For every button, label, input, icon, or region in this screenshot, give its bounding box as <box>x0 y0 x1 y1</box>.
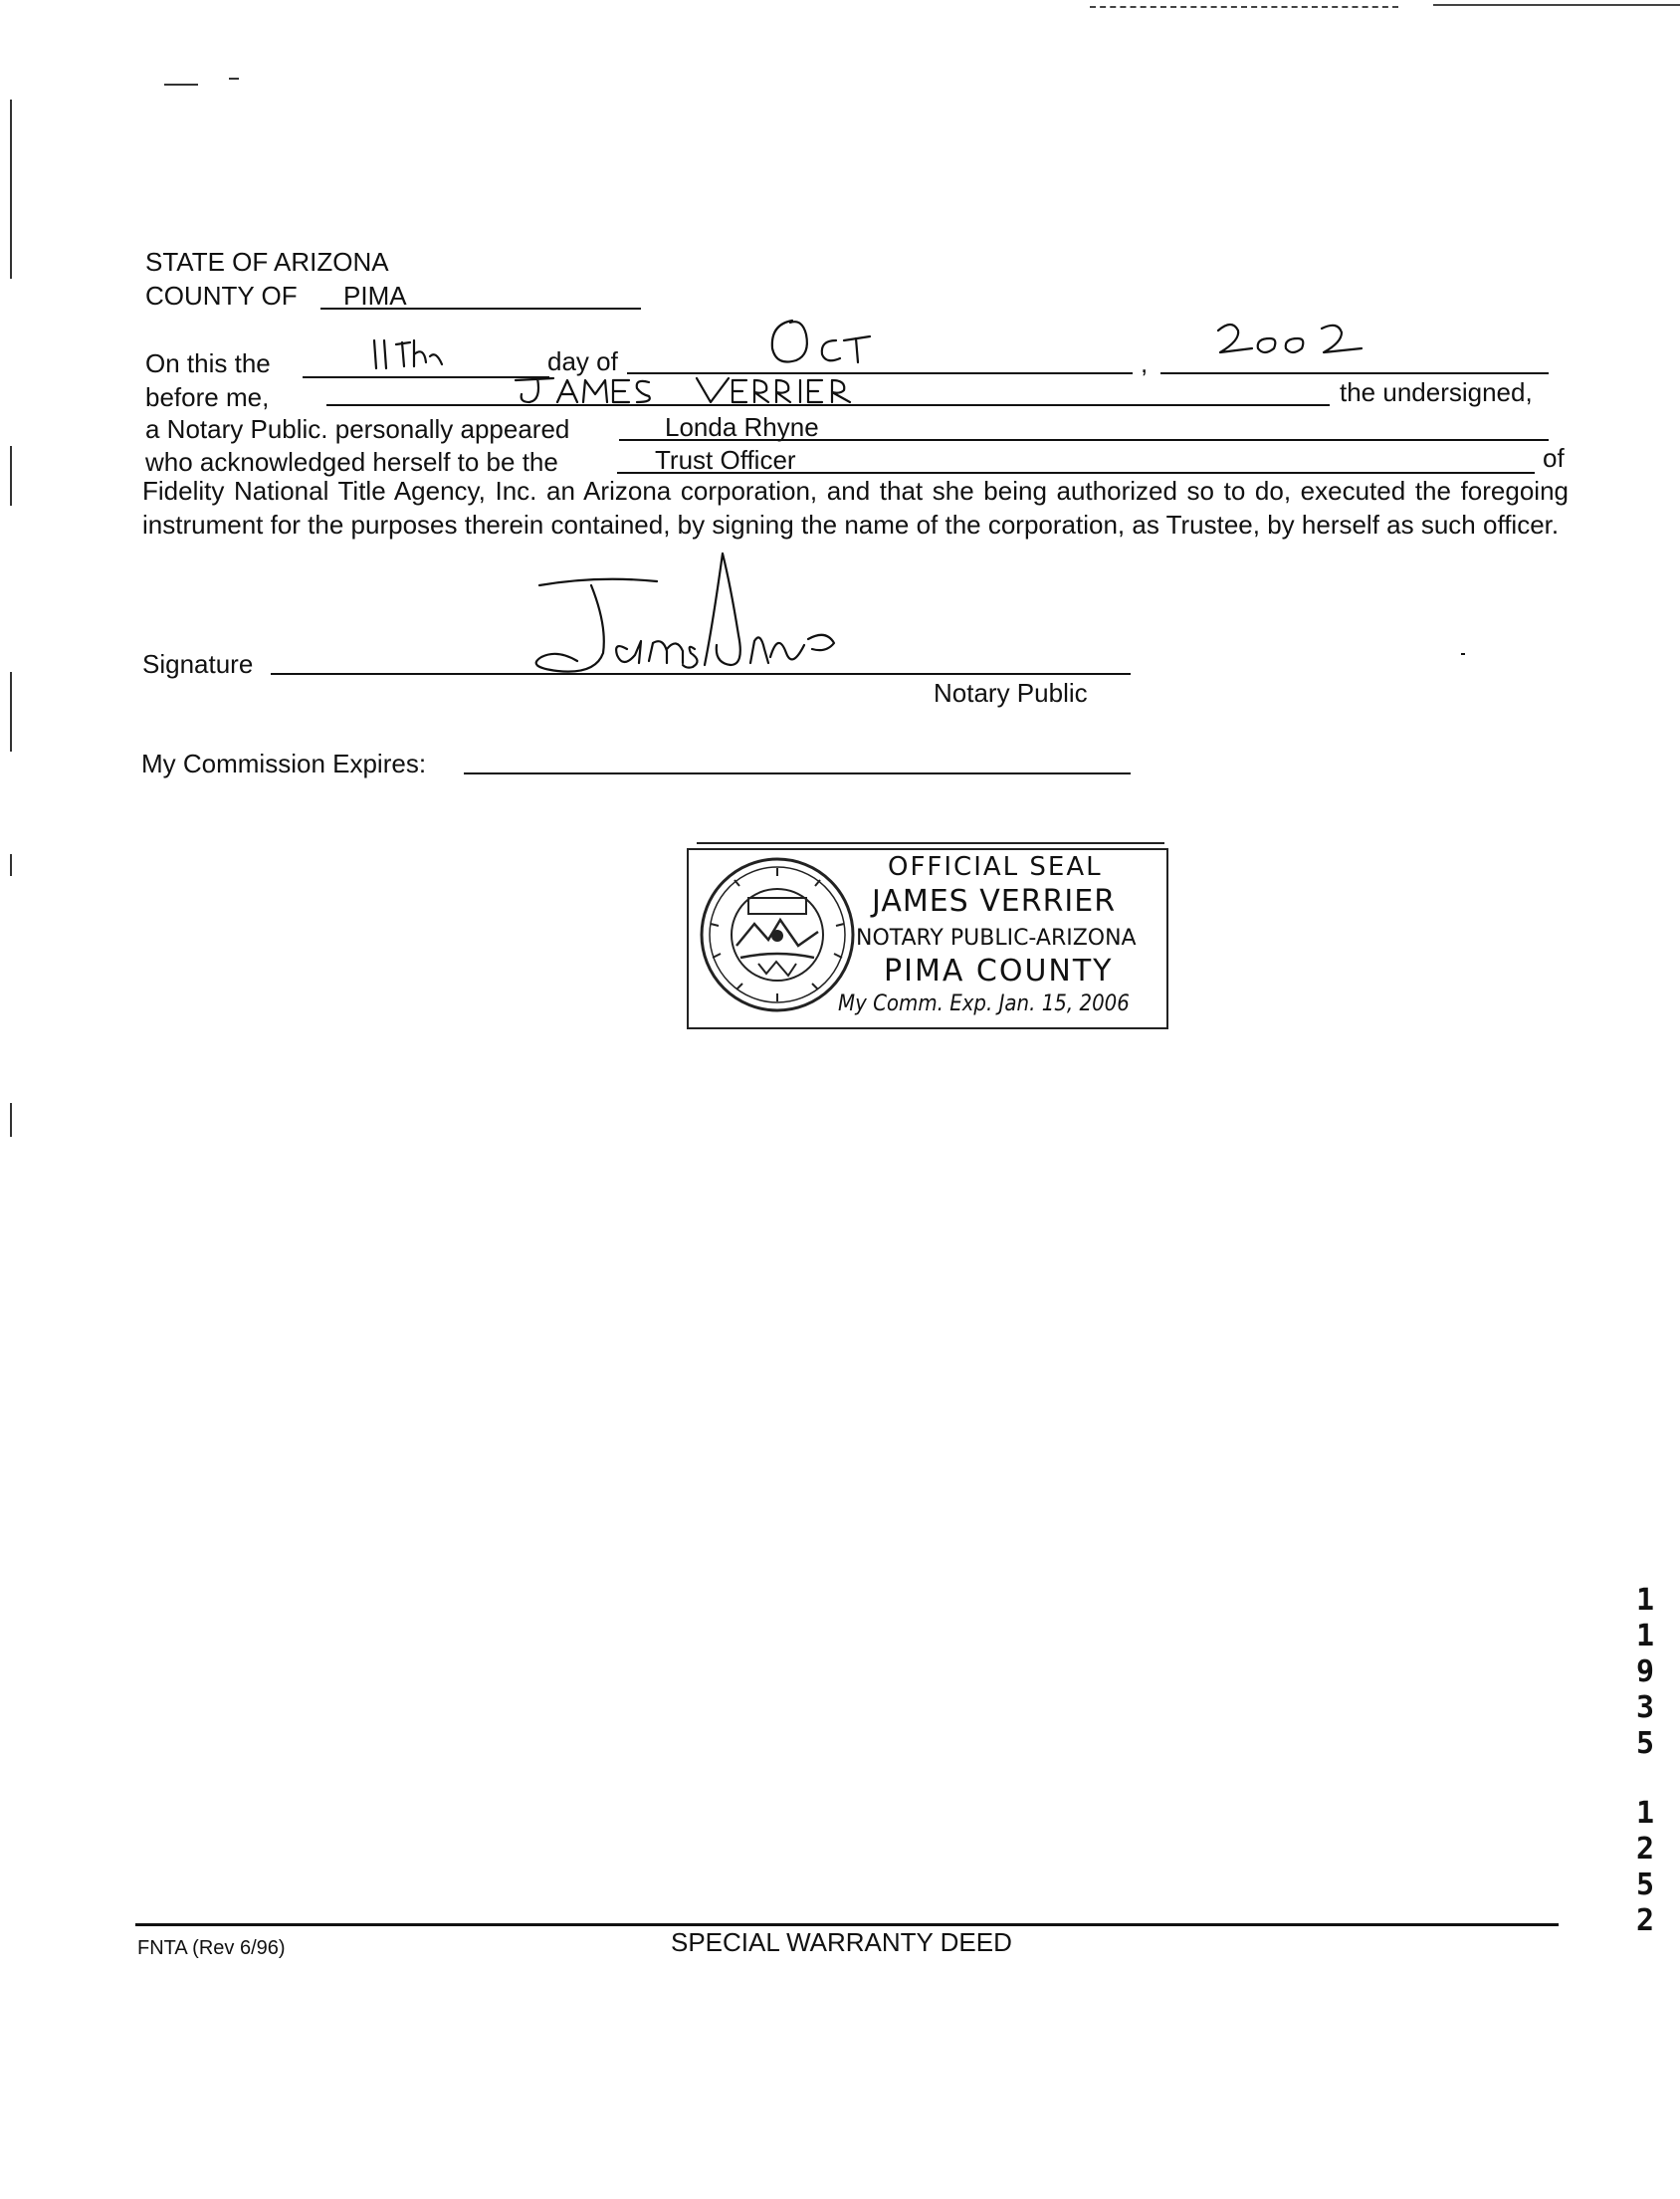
acknowledged-label: who acknowledged herself to be the <box>145 447 558 477</box>
recording-digit: 2 <box>1635 1903 1655 1938</box>
handwritten-month-drawing <box>766 315 876 370</box>
recording-digit: 5 <box>1635 1726 1655 1761</box>
scan-artifact-mark <box>164 84 198 86</box>
state-heading: STATE OF ARIZONA <box>145 247 389 277</box>
margin-scan-mark <box>10 672 12 752</box>
before-me-label: before me, <box>145 382 270 412</box>
seal-top-line <box>697 842 1164 844</box>
arizona-state-seal-emblem <box>697 854 858 1015</box>
county-underline <box>320 308 641 310</box>
margin-scan-mark <box>10 854 12 876</box>
acknowledgment-body-text: Fidelity National Title Agency, Inc. an Arizona corporation, and that she being authorized so to do, executed the foregoing instrument for the purposes therein contained, by signing the name of the corporation, as Trustee, by herself as such officer. <box>142 476 1569 540</box>
recording-digit: 1 <box>1635 1619 1655 1653</box>
comma: , <box>1141 348 1149 378</box>
scan-artifact-top-rule-2 <box>1433 4 1680 6</box>
scan-artifact-top-rule <box>1090 6 1398 8</box>
recording-number-vertical <box>1632 1583 1658 1939</box>
footer-document-title: SPECIAL WARRANTY DEED <box>671 1927 1012 1957</box>
margin-scan-mark <box>10 446 12 506</box>
handwritten-notary-name-drawing <box>508 374 866 408</box>
day-of-label: day of <box>547 346 618 376</box>
on-this-the-label: On this the <box>145 348 271 378</box>
recording-digit: 2 <box>1635 1832 1655 1867</box>
margin-scan-mark <box>10 100 12 279</box>
seal-line-notary-public-arizona: NOTARY PUBLIC-ARIZONA <box>856 926 1137 951</box>
commission-expires-underline <box>464 772 1131 774</box>
scan-artifact-dot <box>1461 653 1465 655</box>
recording-digit: 1 <box>1635 1583 1655 1618</box>
of-label: of <box>1543 443 1565 473</box>
seal-line-notary-name: JAMES VERRIER <box>872 884 1117 919</box>
officer-title: Trust Officer <box>655 445 796 475</box>
signature-label: Signature <box>142 649 254 679</box>
seal-line-county: PIMA COUNTY <box>884 954 1114 989</box>
recording-digit: 1 <box>1635 1796 1655 1831</box>
year-underline <box>1160 372 1549 374</box>
recording-digit: 5 <box>1635 1868 1655 1902</box>
personally-appeared-label: a Notary Public. personally appeared <box>145 414 570 444</box>
recording-digit: 9 <box>1635 1654 1655 1689</box>
county-label: COUNTY OF <box>145 281 298 311</box>
seal-line-commission-expiry: My Comm. Exp. Jan. 15, 2006 <box>838 991 1130 1016</box>
the-undersigned-label: the undersigned, <box>1340 377 1533 407</box>
scan-artifact-mark-2 <box>229 78 239 80</box>
county-value: PIMA <box>343 281 407 311</box>
recording-digit-spacer <box>1632 1762 1658 1796</box>
handwritten-day-drawing <box>370 336 450 372</box>
footer-rule <box>135 1923 1559 1926</box>
handwritten-year-drawing <box>1212 319 1371 362</box>
footer-form-number: FNTA (Rev 6/96) <box>137 1937 286 1959</box>
margin-scan-mark <box>10 1103 12 1137</box>
seal-line-official-seal: OFFICIAL SEAL <box>888 852 1103 882</box>
appeared-name: Londa Rhyne <box>665 412 819 442</box>
notary-public-label: Notary Public <box>934 678 1088 708</box>
appeared-name-underline <box>619 439 1549 441</box>
notary-signature <box>518 546 936 685</box>
commission-expires-label: My Commission Expires: <box>141 749 427 778</box>
recording-digit: 3 <box>1635 1690 1655 1725</box>
